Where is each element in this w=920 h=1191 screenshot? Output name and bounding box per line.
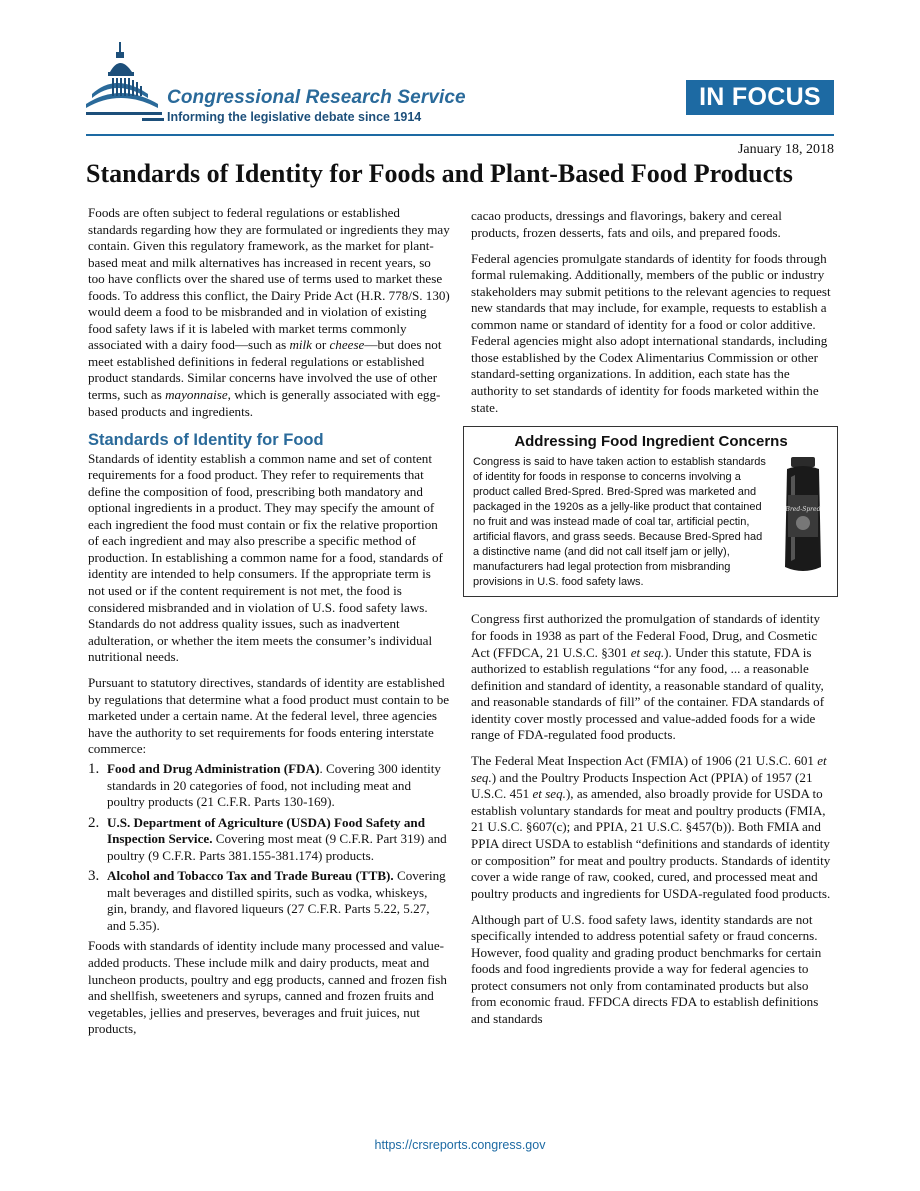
rulemaking-paragraph: Federal agencies promulgate standards of identity for foods through formal rulemaking. Additionally, members of the public or industry stakeholders may submit petitions to the relevant agencies to request new standards that may include, for example, requests to establish a common name or standard of identity for a food or color additive. Federal agencies might also adopt international standards, including those established by the Codex Alimentarius Commission or other standard-setting organizations. In addition, each state has the authority to set standards of identity for foods marketed within the state.	[471, 250, 831, 415]
in-focus-badge: IN FOCUS	[686, 80, 834, 115]
crs-logo	[86, 42, 506, 128]
footer-url[interactable]: https://crsreports.congress.gov	[374, 1138, 546, 1152]
sidebar-box	[463, 426, 838, 598]
jar-label: Bred-Spred	[785, 505, 821, 513]
agency-list	[88, 761, 450, 934]
report-title: Standards of Identity for Foods and Plant-Based Food Products	[86, 159, 793, 188]
categories-paragraph: cacao products, dressings and flavorings, bakery and cereal products, frozen desserts, fats and oils, and prepared foods.	[471, 208, 782, 240]
intro-paragraph: Foods are often subject to federal regulations or established standards regarding how they are formulated or ingredients they may contain. Given this regulatory framework, as the market for plant-based meat and milk alternatives has increased in recent years, so too have conflicts over the shared use of terms used to market these foods. To address this conflict, the Dairy Pride Act (H.R. 778/S. 130) would deem a food to be misbranded and in violation of existing food safety laws if it is labeled with market terms commonly associated with a dairy food—such as milk or cheese—but does not meet established definitions in federal regulations or established product standards. Similar concerns have involved the use of other terms, such as mayonnaise, which is generally associated with egg-based products and ingredients.	[88, 205, 450, 419]
list-item: 3. Alcohol and Tobacco Tax and Trade Bureau (TTB). Covering malt beverages and distilled spirits, such as vodka, whiskeys, gin, brandy, and flavored liqueurs (27 C.F.R. Parts 5.22, 5.27, and 5.35).	[88, 868, 446, 933]
right-column	[471, 208, 833, 1037]
foods-paragraph: Foods with standards of identity include many processed and value-added products. These include milk and dairy products, meat and luncheon products, poultry and egg products, canned and frozen fish and shellfish, sweeteners and syrups, canned and frozen fruits and vegetables, jellies and preserves, beverages and fruit juices, nut products,	[88, 938, 447, 1037]
org-tagline: Informing the legislative debate since 1914	[167, 110, 422, 124]
list-item: 1. Food and Drug Administration (FDA). Covering 300 identity standards in 20 categories of food, not including meat and poultry products (21 C.F.R. Parts 130-169).	[88, 760, 441, 810]
ffdca-paragraph: Congress first authorized the promulgation of standards of identity for foods in 1938 as part of the Federal Food, Drug, and Cosmetic Act (FFDCA, 21 U.S.C. §301 et seq.). Under this statute, FDA is authorized to establish regulations “for any food, ... a reasonable definition and standard of identity, a reasonable standard of quality, and reasonable standards of fill” of the container. FDA standards of identity cover mostly processed and value-added foods for a wide range of FDA-regulated food products.	[471, 611, 825, 743]
fmia-paragraph: The Federal Meat Inspection Act (FMIA) of 1906 (21 U.S.C. 601 et seq.) and the Poultry Products Inspection Act (PPIA) of 1957 (21 U.S.C. 451 et seq.), as amended, also broadly provide for USDA to establish voluntary standards for meat and poultry products (FMIA, 21 U.S.C. §607(c); and PPIA, 21 U.S.C. §457(b)). Both FMIA and PPIA direct USDA to establish “definitions and standards of identity or composition” for meat and poultry products. Standards of identity cover a wide range of raw, cooked, cured, and processed meat and poultry products and ingredients for USDA-regulated food products.	[471, 753, 831, 901]
header-rule	[86, 134, 834, 136]
statutory-paragraph: Pursuant to statutory directives, standards of identity are established by regulations that determine what a food product must contain to be marketed under a certain name. At the federal level, three agencies have the authority to set requirements for foods entering interstate commerce:	[88, 675, 450, 757]
section-heading: Standards of Identity for Food	[88, 430, 324, 449]
safety-paragraph: Although part of U.S. food safety laws, identity standards are not specifically intended to address potential safety or fraud concerns. However, food quality and grading product benchmarks for certain foods and food ingredients provide a way for federal agencies to protect consumers not only from contaminated products but also from economic fraud. FFDCA directs FDA to establish definitions and standards	[471, 911, 822, 1026]
list-item: 2. U.S. Department of Agriculture (USDA) Food Safety and Inspection Service. Covering most meat (9 C.F.R. Part 319) and poultry (9 C.F.R. Parts 381.155-381.174) products.	[88, 814, 447, 863]
org-name: Congressional Research Service	[167, 87, 466, 108]
left-column	[88, 205, 450, 1047]
standards-paragraph: Standards of identity establish a common name and set of content requirements for a food product. They refer to requirements that define the composition of food, prescribing both mandatory and optional ingredients in a product. They may specify the amount of each ingredient the food must contain or fix the relative proportion of each ingredient and may also prescribe a specific method of production. In establishing a common name for a food, standards of identity are intended to help consumers. If the appropriate term is not used or if the content requirement is not met, the food is considered misbranded and in violation of U.S. food safety laws. Standards do not address quality issues, such as inadvertent adulteration, or whether the item meets the consumer’s individual nutritional needs.	[88, 450, 443, 665]
sidebar-title: Addressing Food Ingredient Concerns	[514, 432, 788, 450]
report-date: January 18, 2018	[737, 142, 834, 157]
capitol-dome-icon	[86, 42, 166, 128]
bred-spred-jar-image	[781, 455, 825, 575]
sidebar-text: Congress is said to have taken action to establish standards of identity for foods in response to concerns involving a product called Bred-Spred. Bred-Spred was marketed and packaged in the 1920s as a jelly-like product that contained no fruit and was instead made of coal tar, artificial pectin, artificial flavors, and grass seeds. Because Bred-Spred had a distinctive name (and did not call itself jam or jelly), manufacturers had legal protection from misbranding provisions in U.S. food safety laws.	[473, 455, 766, 589]
